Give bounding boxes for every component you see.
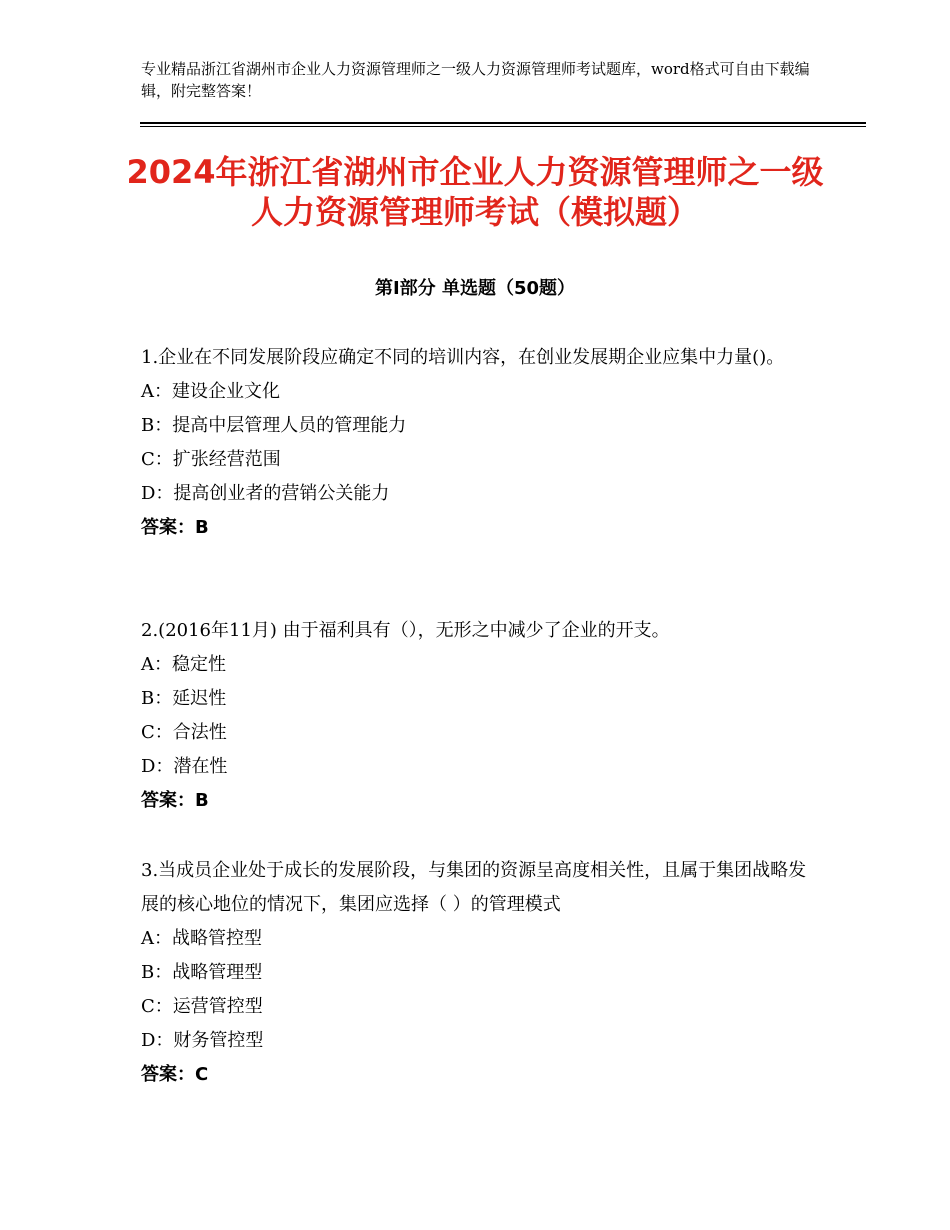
option-d: D：提高创业者的营销公关能力: [141, 483, 390, 504]
option-b: B：提高中层管理人员的管理能力: [141, 415, 407, 436]
header-note: 专业精品浙江省湖州市企业人力资源管理师之一级人力资源管理师考试题库，word格式可自由下载编辑，附完整答案！: [141, 60, 810, 100]
question-stem: 1.企业在不同发展阶段应确定不同的培训内容，在创业发展期企业应集中力量()。: [141, 347, 785, 368]
option-b: B：延迟性: [141, 688, 227, 709]
option-c: C：扩张经营范围: [141, 449, 281, 470]
header-divider-thin: [140, 126, 866, 127]
question-1: [141, 341, 821, 545]
header-divider-thick: [140, 122, 866, 124]
option-a: A：稳定性: [141, 654, 226, 675]
option-b: B：战略管理型: [141, 962, 263, 983]
section-title: 第Ⅰ部分 单选题（50题）: [374, 278, 575, 299]
option-d: D：潜在性: [141, 756, 228, 777]
answer: 答案：C: [141, 1064, 209, 1085]
option-c: C：运营管控型: [141, 996, 263, 1017]
option-c: C：合法性: [141, 722, 227, 743]
option-d: D：财务管控型: [141, 1030, 264, 1051]
answer: 答案：B: [141, 517, 209, 538]
answer: 答案：B: [141, 790, 209, 811]
question-stem: 2.(2016年11月) 由于福利具有（），无形之中减少了企业的开支。: [141, 620, 670, 641]
option-a: A：建设企业文化: [141, 381, 280, 402]
question-stem: 3.当成员企业处于成长的发展阶段，与集团的资源呈高度相关性，且属于集团战略发展的核心地位的情况下，集团应选择（ ）的管理模式: [141, 860, 807, 915]
question-2: [141, 614, 821, 818]
document-title: 2024年浙江省湖州市企业人力资源管理师之一级人力资源管理师考试（模拟题）: [126, 153, 824, 231]
question-3: [141, 854, 821, 1092]
option-a: A：战略管控型: [141, 928, 262, 949]
